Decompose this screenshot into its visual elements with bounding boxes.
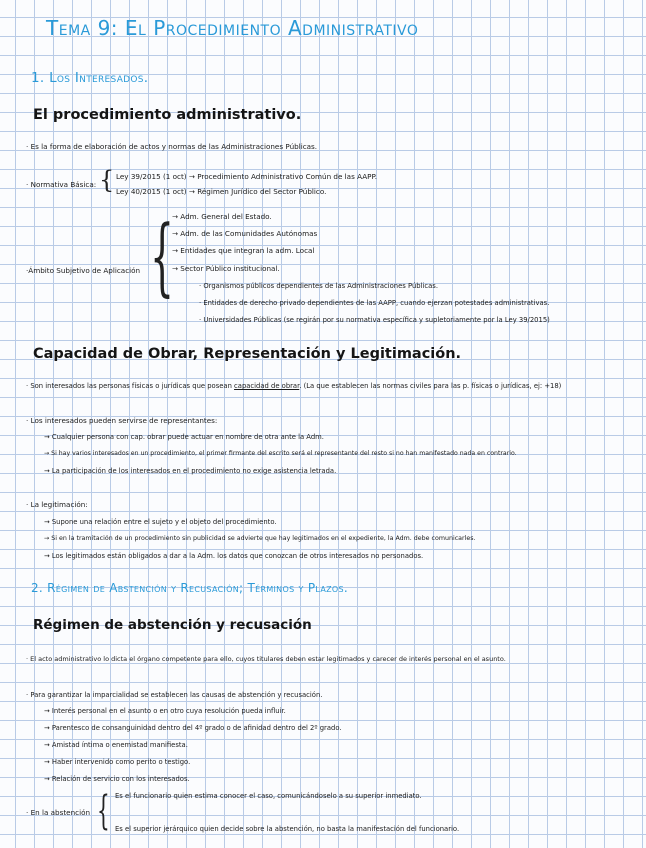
section-heading-interesados: 1. Los Interesados.	[31, 70, 149, 86]
definition-text: · Es la forma de elaboración de actos y normas de las Administraciones Públicas.	[26, 142, 318, 151]
representantes-label: · Los interesados pueden servirse de representantes:	[26, 416, 218, 425]
legitimacion-item: → Supone una relación entre el sujeto y el objeto del procedimiento.	[44, 518, 277, 526]
normativa-item: Ley 39/2015 (1 oct) → Procedimiento Administrativo Común de las AAPP.	[116, 172, 377, 181]
representantes-item: → Cualquier persona con cap. obrar puede actuar en nombre de otra ante la Adm.	[44, 433, 324, 441]
normativa-label: · Normativa Básica:	[26, 180, 97, 189]
representantes-item: → Si hay varios interesados en un procedimiento, el primer firmante del escrito será el representante del resto si no han manifestado nada en contrario.	[44, 450, 517, 457]
abstencion-label: · En la abstención	[26, 808, 91, 817]
legitimacion-item: → Los legitimados están obligados a dar a la Adm. los datos que conozcan de otros interesados no personados.	[44, 552, 424, 560]
subheading-abstencion: Régimen de abstención y recusación	[33, 617, 312, 633]
causa-item: → Amistad íntima o enemistad manifiesta.	[44, 741, 188, 749]
section-heading-abstencion: 2. Régimen de Abstención y Recusación; Términos y Plazos.	[31, 581, 348, 595]
page-title: Tema 9: El Procedimiento Administrativo	[46, 16, 419, 40]
subheading-capacidad: Capacidad de Obrar, Representación y Legitimación.	[33, 346, 462, 362]
legitimacion-label: · La legitimación:	[26, 500, 88, 509]
acto-paragraph: · El acto administrativo lo dicta el órgano competente para ello, cuyos titulares deben estar legitimados y carecer de interés personal en el asunto.	[26, 655, 506, 663]
imparcialidad-label: · Para garantizar la imparcialidad se establecen las causas de abstención y recusación.	[26, 691, 323, 699]
subheading-procedimiento: El procedimiento administrativo.	[33, 107, 302, 123]
causa-item: → Interés personal en el asunto o en otro cuya resolución pueda influir.	[44, 707, 286, 715]
ambito-item: → Entidades que integran la adm. Local	[172, 246, 315, 255]
ambito-subitem: · Organismos públicos dependientes de las Administraciones Públicas.	[199, 282, 438, 290]
ambito-label: ·Ámbito Subjetivo de Aplicación	[26, 266, 141, 275]
representantes-item: → La participación de los interesados en el procedimiento no exige asistencia letrada.	[44, 467, 337, 475]
causa-item: → Relación de servicio con los interesados.	[44, 775, 190, 783]
ambito-brace: {	[150, 207, 175, 305]
abstencion-item: Es el funcionario quien estima conocer el caso, comunicándoselo a su superior inmediato.	[115, 792, 422, 800]
capacidad-paragraph: · Son interesados las personas físicas o jurídicas que posean capacidad de obrar. (La que establecen las normas civiles para las p. físicas o jurídicas, ej: +18)	[26, 382, 562, 390]
causa-item: → Parentesco de consanguinidad dentro del 4º grado o de afinidad dentro del 2º grado.	[44, 724, 342, 732]
causa-item: → Haber intervenido como perito o testigo.	[44, 758, 191, 766]
ambito-item: → Adm. de las Comunidades Autónomas	[172, 229, 318, 238]
ambito-item: → Adm. General del Estado.	[172, 212, 272, 221]
abstencion-brace: {	[97, 788, 110, 834]
ambito-subitem: · Universidades Públicas (se regirán por su normativa específica y supletoriamente por la Ley 39/2015)	[199, 316, 550, 324]
abstencion-item: Es el superior jerárquico quien decide sobre la abstención, no basta la manifestación del funcionario.	[115, 825, 460, 833]
legitimacion-item: → Si en la tramitación de un procedimiento sin publicidad se advierte que hay legitimados en el expediente, la Adm. debe comunicarles.	[44, 535, 476, 542]
normativa-brace: {	[99, 166, 115, 194]
ambito-item: → Sector Público institucional.	[172, 264, 280, 273]
ambito-subitem: · Entidades de derecho privado dependientes de las AAPP, cuando ejerzan potestades administrativas.	[199, 299, 550, 307]
normativa-item: Ley 40/2015 (1 oct) → Régimen Jurídico del Sector Público.	[116, 187, 327, 196]
